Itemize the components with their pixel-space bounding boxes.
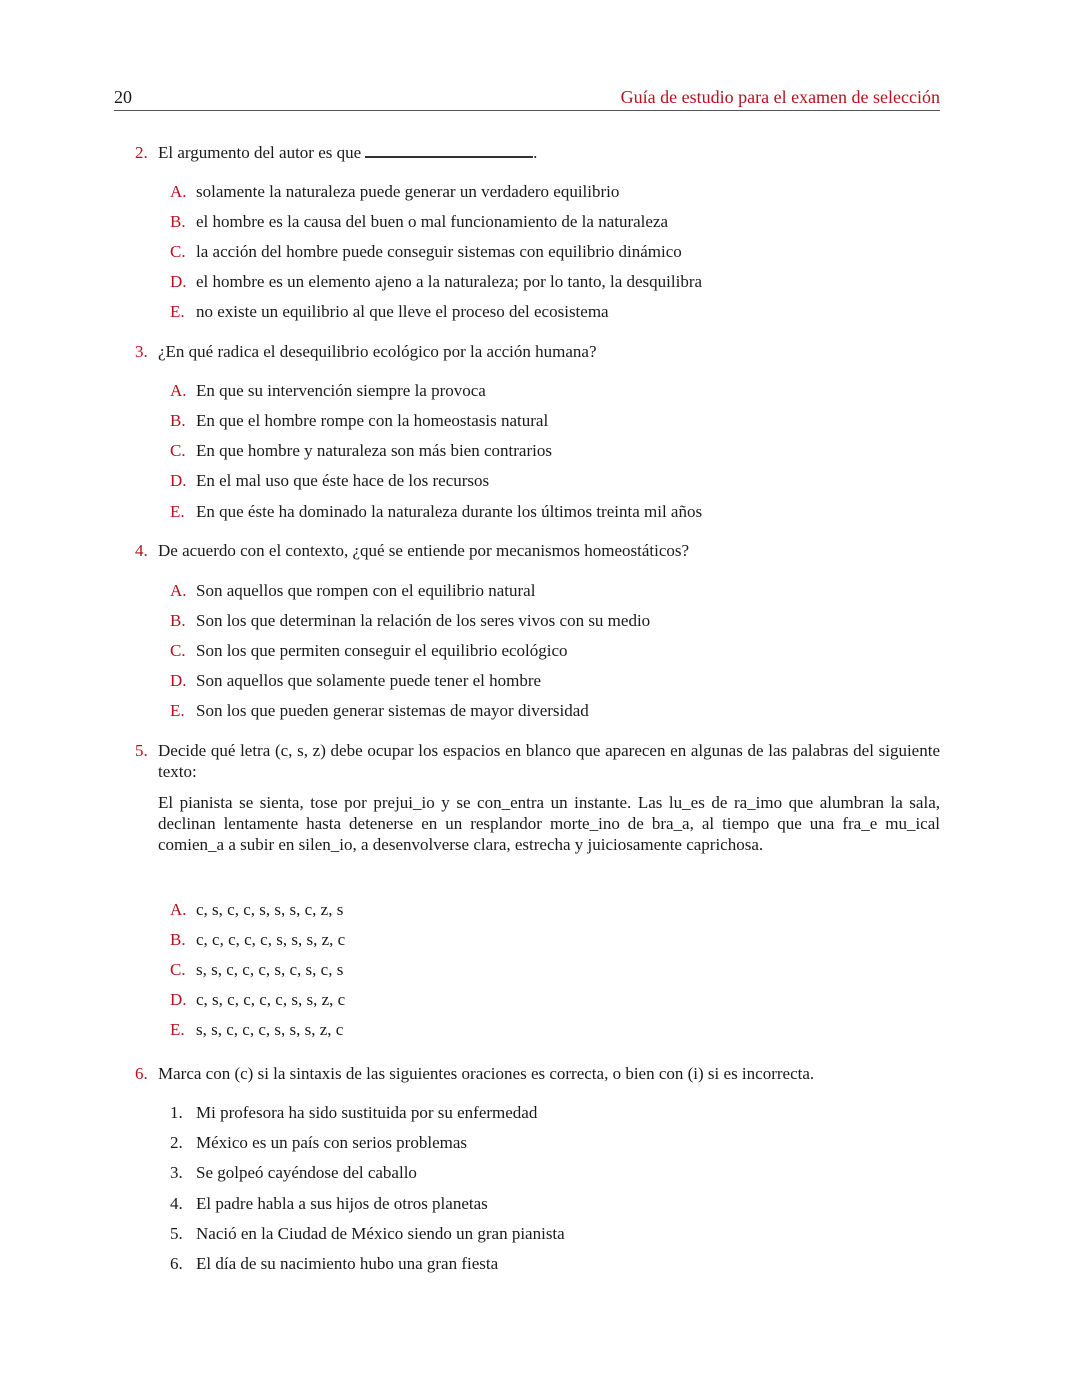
item-6-5 <box>170 1223 565 1244</box>
option-4d <box>170 670 541 691</box>
option-text: Son aquellos que solamente puede tener el hombre <box>196 671 542 690</box>
option-4b <box>170 610 650 631</box>
item-text: El día de su nacimiento hubo una gran fiesta <box>196 1254 499 1273</box>
question-number: 5. <box>135 741 148 760</box>
option-letter: C. <box>170 641 186 660</box>
item-number: 6. <box>170 1254 183 1273</box>
option-letter: B. <box>170 611 186 630</box>
option-4a <box>170 580 535 601</box>
item-number: 4. <box>170 1194 183 1213</box>
option-text: el hombre es un elemento ajeno a la naturaleza; por lo tanto, la desquilibra <box>196 272 703 291</box>
option-letter: E. <box>170 701 185 720</box>
answer-blank <box>365 142 533 158</box>
option-4e <box>170 700 589 721</box>
question-text: Marca con (c) si la sintaxis de las siguientes oraciones es correcta, o bien con (i) si es incorrecta. <box>158 1064 815 1083</box>
option-2a <box>170 181 619 202</box>
option-letter: D. <box>170 671 187 690</box>
option-letter: B. <box>170 212 186 231</box>
option-2c <box>170 241 682 262</box>
item-number: 5. <box>170 1224 183 1243</box>
option-text: la acción del hombre puede conseguir sistemas con equilibrio dinámico <box>196 242 682 261</box>
item-text: Nació en la Ciudad de México siendo un gran pianista <box>196 1224 565 1243</box>
option-text: Son los que pueden generar sistemas de mayor diversidad <box>196 701 589 720</box>
option-text: En que su intervención siempre la provoca <box>196 381 486 400</box>
option-3e <box>170 501 702 522</box>
option-letter: B. <box>170 411 186 430</box>
item-text: Mi profesora ha sido sustituida por su enfermedad <box>196 1103 538 1122</box>
option-letter: C. <box>170 441 186 460</box>
question-3 <box>135 341 940 362</box>
option-text: En que hombre y naturaleza son más bien contrarios <box>196 441 552 460</box>
option-5b <box>170 929 345 950</box>
option-text: Son los que determinan la relación de los seres vivos con su medio <box>196 611 651 630</box>
question-5 <box>135 740 940 781</box>
option-text: c, s, c, c, s, s, s, c, z, s <box>196 900 344 919</box>
option-text: el hombre es la causa del buen o mal funcionamiento de la naturaleza <box>196 212 669 231</box>
option-letter: A. <box>170 381 187 400</box>
running-title: Guía de estudio para el examen de selección <box>620 87 940 107</box>
question-number: 6. <box>135 1064 148 1083</box>
option-letter: B. <box>170 930 186 949</box>
option-letter: A. <box>170 581 187 600</box>
option-text: s, s, c, c, c, s, s, s, z, c <box>196 1020 344 1039</box>
item-6-2 <box>170 1132 467 1153</box>
option-letter: C. <box>170 960 186 979</box>
option-text: En que el hombre rompe con la homeostasis natural <box>196 411 549 430</box>
question-2 <box>135 142 940 163</box>
question-4 <box>135 540 940 561</box>
option-letter: D. <box>170 990 187 1009</box>
option-3c <box>170 440 552 461</box>
option-5d <box>170 989 345 1010</box>
page-header <box>114 86 940 111</box>
option-letter: A. <box>170 182 187 201</box>
option-letter: E. <box>170 1020 185 1039</box>
option-letter: D. <box>170 471 187 490</box>
item-6-3 <box>170 1162 417 1183</box>
item-6-1 <box>170 1102 537 1123</box>
item-6-6 <box>170 1253 498 1274</box>
option-text: no existe un equilibrio al que lleve el proceso del ecosistema <box>196 302 609 321</box>
option-letter: A. <box>170 900 187 919</box>
option-text: Son aquellos que rompen con el equilibrio natural <box>196 581 536 600</box>
page-number: 20 <box>114 87 132 107</box>
option-text: c, c, c, c, c, s, s, s, z, c <box>196 930 346 949</box>
question-number: 4. <box>135 541 148 560</box>
option-2d <box>170 271 702 292</box>
option-3b <box>170 410 548 431</box>
option-text: En que éste ha dominado la naturaleza durante los últimos treinta mil años <box>196 502 703 521</box>
option-5e <box>170 1019 343 1040</box>
option-letter: C. <box>170 242 186 261</box>
item-text: Se golpeó cayéndose del caballo <box>196 1163 417 1182</box>
question-text: El argumento del autor es que <box>158 143 362 162</box>
option-text: En el mal uso que éste hace de los recursos <box>196 471 490 490</box>
option-text: c, s, c, c, c, c, s, s, z, c <box>196 990 346 1009</box>
option-2e <box>170 301 609 322</box>
option-5c <box>170 959 343 980</box>
item-6-4 <box>170 1193 488 1214</box>
question-text: ¿En qué radica el desequilibrio ecológico por la acción humana? <box>158 342 597 361</box>
question-suffix: . <box>533 143 538 162</box>
question-text: Decide qué letra (c, s, z) debe ocupar los espacios en blanco que aparecen en algunas de las palabras del siguiente texto: <box>158 741 940 781</box>
question-text: De acuerdo con el contexto, ¿qué se entiende por mecanismos homeostáticos? <box>158 541 690 560</box>
question-6 <box>135 1063 940 1084</box>
option-5a <box>170 899 343 920</box>
item-text: El padre habla a sus hijos de otros planetas <box>196 1194 488 1213</box>
question-5-passage: El pianista se sienta, tose por prejui_io y se con_entra un instante. Las lu_es de ra_imo que alumbran la sala, declinan lentamente hasta detenerse en un resplandor morte_ino de bra_a, al tiempo que una fra_e mu_ical comien_a a subir en silen_io, a desenvolverse clara, estrecha y juiciosamente caprichosa. <box>158 793 940 854</box>
option-text: solamente la naturaleza puede generar un verdadero equilibrio <box>196 182 620 201</box>
option-letter: E. <box>170 302 185 321</box>
option-text: s, s, c, c, c, s, c, s, c, s <box>196 960 344 979</box>
option-3d <box>170 470 489 491</box>
item-number: 1. <box>170 1103 183 1122</box>
option-letter: E. <box>170 502 185 521</box>
option-4c <box>170 640 568 661</box>
option-3a <box>170 380 486 401</box>
option-2b <box>170 211 668 232</box>
item-text: México es un país con serios problemas <box>196 1133 467 1152</box>
question-number: 3. <box>135 342 148 361</box>
question-number: 2. <box>135 143 148 162</box>
option-text: Son los que permiten conseguir el equilibrio ecológico <box>196 641 568 660</box>
item-number: 3. <box>170 1163 183 1182</box>
item-number: 2. <box>170 1133 183 1152</box>
option-letter: D. <box>170 272 187 291</box>
